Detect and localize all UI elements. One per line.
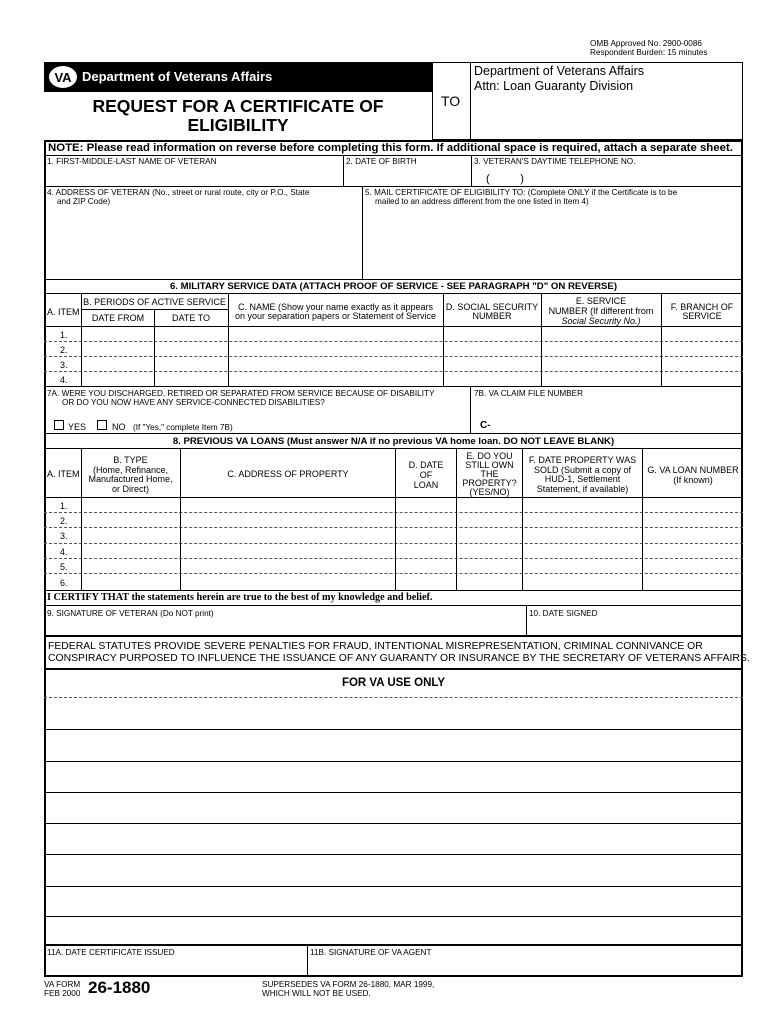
s6-row-1-item: 1. <box>60 330 68 340</box>
omb-number: OMB Approved No. 2900-0086 <box>590 39 702 48</box>
to-label: TO <box>441 93 461 109</box>
s8-col-type-line4: or Direct) <box>111 484 149 494</box>
s6-col-name-line2: on your separation papers or Statement of Service <box>234 311 437 321</box>
s8-col-sold-line2: SOLD (Submit a copy of <box>533 465 632 475</box>
footer-form-date: FEB 2000 <box>44 989 81 998</box>
va-use-only-area[interactable] <box>47 699 740 942</box>
field3-label: 3. VETERAN'S DAYTIME TELEPHONE NO. <box>474 157 636 166</box>
mail-certificate-address-input[interactable] <box>366 210 740 276</box>
field10-label: 10. DATE SIGNED <box>529 609 598 618</box>
s8-address-cells[interactable] <box>181 498 394 589</box>
phone-input[interactable] <box>520 168 740 185</box>
q7a-line2: OR DO YOU NOW HAVE ANY SERVICE-CONNECTED DISABILITIES? <box>62 398 325 407</box>
field1-label: 1. FIRST-MIDDLE-LAST NAME OF VETERAN <box>47 157 217 166</box>
form-title-line2: ELIGIBILITY <box>187 115 289 135</box>
s8-row-2-item: 2. <box>60 516 68 526</box>
s8-sold-cells[interactable] <box>523 498 641 589</box>
s8-col-own-line4: PROPERTY? <box>462 478 517 488</box>
s8-col-date-line3: LOAN <box>413 480 439 490</box>
va-seal-icon <box>48 65 78 89</box>
s6-col-service-number-line3: Social Security No.) <box>561 316 641 326</box>
s8-loan-number-cells[interactable] <box>643 498 741 589</box>
s8-col-type-line3: Manufactured Home, <box>88 474 173 484</box>
q7b-label: 7B. VA CLAIM FILE NUMBER <box>474 389 584 398</box>
s6-service-number-cells[interactable] <box>542 327 660 385</box>
veteran-address-input[interactable] <box>47 210 359 276</box>
veteran-signature-input[interactable] <box>47 619 523 635</box>
penalty-line1: FEDERAL STATUTES PROVIDE SEVERE PENALTIES FOR FRAUD, INTENTIONAL MISREPRESENTATION, CRIMINAL CONNIVANCE OR <box>48 641 703 652</box>
field4-label-line2: and ZIP Code) <box>57 197 111 206</box>
s6-row-3-item: 3. <box>60 360 68 370</box>
va-agent-signature-input[interactable] <box>310 958 740 975</box>
q7b-prefix: C- <box>480 420 491 431</box>
s6-col-ssn-line2: NUMBER <box>472 311 512 321</box>
field9-label: 9. SIGNATURE OF VETERAN (Do NOT print) <box>47 609 214 618</box>
s8-col-loan-number-line2: (If known) <box>673 475 713 485</box>
s6-branch-cells[interactable] <box>662 327 742 385</box>
s8-col-type-line2: (Home, Refinance, <box>92 465 169 475</box>
s8-col-sold-line4: Statement, if available) <box>536 484 629 494</box>
s8-row-4-item: 4. <box>60 547 68 557</box>
s6-name-cells[interactable] <box>229 327 442 385</box>
s6-col-periods: B. PERIODS OF ACTIVE SERVICE <box>83 297 226 307</box>
s8-col-item: A. ITEM <box>47 469 80 479</box>
certification-statement: I CERTIFY THAT the statements herein are true to the best of my knowledge and belief. <box>47 592 433 603</box>
s6-col-branch-line2: SERVICE <box>682 311 722 321</box>
s6-col-item: A. ITEM <box>47 307 80 317</box>
s8-row-1-item: 1. <box>60 501 68 511</box>
s8-row-5-item: 5. <box>60 562 68 572</box>
q7a-line1: 7A. WERE YOU DISCHARGED, RETIRED OR SEPARATED FROM SERVICE BECAUSE OF DISABILITY <box>47 389 435 398</box>
date-certificate-issued-input[interactable] <box>47 958 304 975</box>
field5-label-line2: mailed to an address different from the one listed in Item 4) <box>375 197 589 206</box>
s8-type-cells[interactable] <box>82 498 179 589</box>
s8-col-own-line2: STILL OWN <box>465 460 514 470</box>
s8-col-date-line1: D. DATE <box>408 460 444 470</box>
s8-row-6-item: 6. <box>60 578 68 588</box>
section6-title: 6. MILITARY SERVICE DATA (ATTACH PROOF OF SERVICE - SEE PARAGRAPH "D" ON REVERSE) <box>169 281 618 292</box>
q7a-yes-label: YES <box>68 422 87 432</box>
q7a-no-note: (If "Yes," complete Item 7B) <box>133 423 233 432</box>
field5-label-line1: 5. MAIL CERTIFICATE OF ELIGIBILITY TO: (Complete ONLY if the Certificate is to be <box>365 188 678 197</box>
to-address-line2: Attn: Loan Guaranty Division <box>474 79 634 93</box>
s8-col-type-line1: B. TYPE <box>113 455 148 465</box>
s8-row-3-item: 3. <box>60 531 68 541</box>
s8-col-date-line2: OF <box>419 470 433 480</box>
field11a-label: 11A. DATE CERTIFICATE ISSUED <box>47 948 175 957</box>
penalty-line2: CONSPIRACY PURPOSED TO INFLUENCE THE ISSUANCE OF ANY GUARANTY OR INSURANCE BY THE SECRETARY OF VETERANS AFFAIRS. <box>48 653 750 664</box>
s8-col-own-line5: (YES/NO) <box>469 487 510 497</box>
footer-form-label: VA FORM <box>44 980 81 989</box>
agency-name: Department of Veterans Affairs <box>82 69 273 84</box>
va-use-only-heading: FOR VA USE ONLY <box>341 677 446 689</box>
va-claim-file-input[interactable] <box>494 415 740 431</box>
s8-col-address: C. ADDRESS OF PROPERTY <box>227 469 349 479</box>
s6-ssn-cells[interactable] <box>444 327 540 385</box>
s6-col-ssn-line1: D. SOCIAL SECURITY <box>445 302 539 312</box>
s8-col-loan-number-line1: G. VA LOAN NUMBER <box>647 465 739 475</box>
s6-col-date-from: DATE FROM <box>91 313 145 323</box>
s6-date-to-cells[interactable] <box>155 327 227 385</box>
footer-supersedes-line2: WHICH WILL NOT BE USED. <box>262 989 371 998</box>
s6-col-service-number-line1: E. SERVICE <box>575 296 627 306</box>
agency-banner <box>44 62 432 92</box>
date-signed-input[interactable] <box>529 619 740 635</box>
s6-col-date-to: DATE TO <box>171 313 210 323</box>
phone-area-code: ( ) <box>486 173 524 185</box>
s6-col-name-line1: C. NAME (Show your name exactly as it appears <box>237 302 434 312</box>
s8-col-own-line3: THE <box>480 469 499 479</box>
note-text: NOTE: Please read information on reverse before completing this form. If additional space is required, attach a separate sheet. <box>48 142 733 154</box>
q7a-no-label: NO <box>112 422 126 432</box>
section8-title: 8. PREVIOUS VA LOANS (Must answer N/A if no previous VA home loan. DO NOT LEAVE BLANK) <box>172 436 615 447</box>
s8-col-sold-line3: HUD-1, Settlement <box>544 474 621 484</box>
s6-col-branch-line1: F. BRANCH OF <box>670 302 734 312</box>
field4-label-line1: 4. ADDRESS OF VETERAN (No., street or rural route, city or P.O., State <box>47 188 310 197</box>
footer-supersedes-line1: SUPERSEDES VA FORM 26-1880, MAR 1999, <box>262 980 435 989</box>
veteran-name-input[interactable] <box>47 168 341 185</box>
s8-col-sold-line1: F. DATE PROPERTY WAS <box>528 455 637 465</box>
svg-text:VA: VA <box>54 70 72 85</box>
s6-row-4-item: 4. <box>60 375 68 385</box>
form-title-line1: REQUEST FOR A CERTIFICATE OF <box>92 96 384 116</box>
s6-date-from-cells[interactable] <box>82 327 153 385</box>
q7a-no-checkbox[interactable] <box>97 420 107 430</box>
s8-col-own-line1: E. DO YOU <box>466 451 513 461</box>
to-address-line1: Department of Veterans Affairs <box>474 64 645 78</box>
date-of-birth-input[interactable] <box>346 168 469 185</box>
respondent-burden: Respondent Burden: 15 minutes <box>590 48 708 57</box>
s6-col-service-number-line2: NUMBER (If different from <box>548 306 654 316</box>
s8-own-cells[interactable] <box>457 498 521 589</box>
field2-label: 2. DATE OF BIRTH <box>346 157 417 166</box>
footer-form-number: 26-1880 <box>88 978 151 997</box>
q7a-yes-checkbox[interactable] <box>54 420 64 430</box>
s6-row-2-item: 2. <box>60 345 68 355</box>
s8-date-cells[interactable] <box>396 498 455 589</box>
field11b-label: 11B. SIGNATURE OF VA AGENT <box>310 948 432 957</box>
